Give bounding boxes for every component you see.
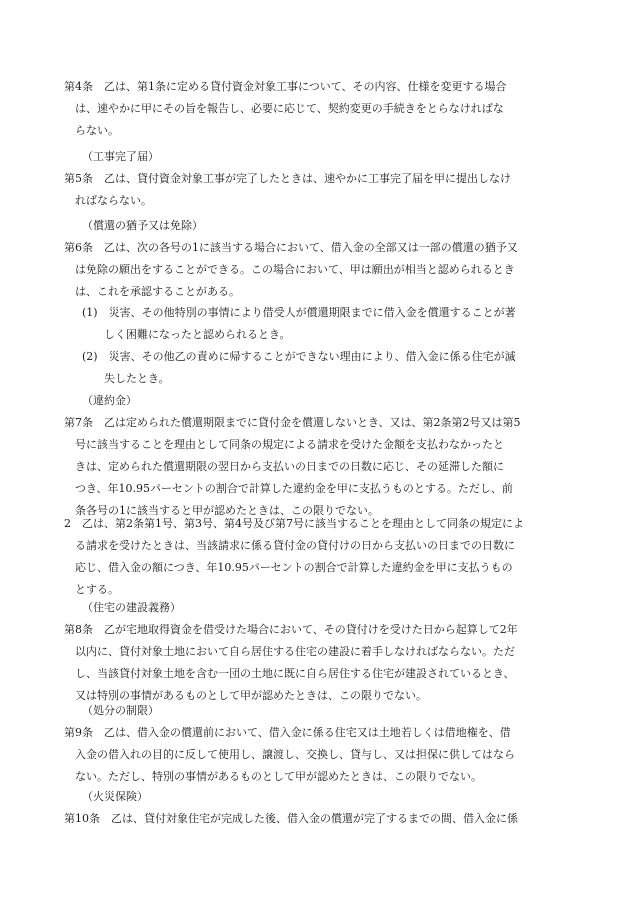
- article-heading: [82, 146, 582, 168]
- text-line: 又は特別の事情があるものとして甲が認めたときは、この限りでない。: [64, 689, 427, 702]
- text-line: し、当該貸付対象土地を含む一団の土地に既に自ら居住する住宅が建設されているとき、: [64, 667, 515, 680]
- article-paragraph: [64, 513, 564, 601]
- text-line: る請求を受けたときは、当該請求に係る貸付金の貸付けの日から支払いの日までの日数に: [64, 539, 515, 552]
- article-heading: [82, 390, 582, 412]
- article-heading: [82, 597, 582, 619]
- text-line: 失したとき。: [82, 372, 170, 385]
- text-line: とする。: [64, 583, 119, 596]
- text-line: 第9条 乙は、借入金の償還前において、借入金に係る住宅又は土地若しくは借地権を、借: [64, 726, 511, 739]
- text-line: 第6条 乙は、次の各号の1に該当する場合において、借入金の全部又は一部の償還の猶予又: [64, 241, 518, 254]
- text-line: 第10条 乙は、貸付対象住宅が完成した後、借入金の償還が完了するまでの間、借入金に係: [64, 812, 518, 825]
- text-line: （償還の猶予又は免除）: [82, 219, 203, 232]
- text-line: （住宅の建設義務）: [82, 601, 181, 614]
- text-line: しく困難になったと認められるとき。: [82, 328, 291, 341]
- text-line: （火災保険）: [82, 790, 148, 803]
- article-paragraph: [64, 722, 564, 788]
- text-line: ない。ただし、特別の事情があるものとして甲が認めたときは、この限りでない。: [64, 770, 482, 783]
- article-paragraph: [64, 808, 564, 830]
- text-line: 第5条 乙は、貸付資金対象工事が完了したときは、速やかに工事完了届を甲に提出しなけ: [64, 172, 511, 185]
- article-heading: [82, 215, 582, 237]
- text-line: ればならない。: [64, 194, 152, 207]
- text-line: （違約金）: [82, 394, 137, 407]
- list-item: [82, 346, 564, 390]
- text-line: 第8条 乙が宅地取得資金を借受けた場合において、その貸付けを受けた日から起算して2年: [64, 623, 518, 636]
- article-paragraph: [64, 168, 564, 212]
- article-paragraph: [64, 412, 564, 522]
- list-item: [82, 302, 564, 346]
- text-line: 号に該当することを理由として同条の規定による請求を受けた金額を支払わなかったと: [64, 438, 504, 451]
- text-line: 入金の借入れの目的に反して使用し、譲渡し、交換し、貸与し、又は担保に供してはなら: [64, 748, 515, 761]
- text-line: 応じ、借入金の額につき、年10.95パーセントの割合で計算した違約金を甲に支払うもの: [64, 561, 513, 574]
- article-paragraph: [64, 76, 564, 142]
- article-paragraph: [64, 237, 564, 303]
- text-line: （工事完了届）: [82, 150, 159, 163]
- article-paragraph: [64, 619, 564, 707]
- text-line: つき、年10.95パーセントの割合で計算した違約金を甲に支払うものとする。ただし、前: [64, 482, 513, 495]
- text-line: は、これを承認することがある。: [64, 285, 240, 298]
- text-line: 2 乙は、第2条第1号、第3号、第4号及び第7号に該当することを理由として同条の規定によ: [64, 517, 524, 530]
- text-line: 第4条 乙は、第1条に定める貸付資金対象工事について、その内容、仕様を変更する場合: [64, 80, 507, 93]
- text-line: 条各号の1に該当すると甲が認めたときは、この限りでない。: [64, 504, 379, 517]
- text-line: 以内に、貸付対象土地において自ら居住する住宅の建設に着手しなければならない。ただ: [64, 645, 515, 658]
- text-line: (1) 災害、その他特別の事情により借受人が償還期限までに借入金を償還することが著: [82, 306, 516, 319]
- article-heading: [82, 786, 582, 808]
- text-line: は、速やかに甲にその旨を報告し、必要に応じて、契約変更の手続きをとらなければな: [64, 102, 504, 115]
- text-line: （処分の制限）: [82, 704, 159, 717]
- text-line: は免除の願出をすることができる。この場合において、甲は願出が相当と認められるとき: [64, 263, 515, 276]
- text-line: (2) 災害、その他乙の責めに帰することができない理由により、借入金に係る住宅が滅: [82, 350, 516, 363]
- text-line: 第7条 乙は定められた償還期限までに貸付金を償還しないとき、又は、第2条第2号又は第5: [64, 416, 521, 429]
- text-line: きは、定められた償還期限の翌日から支払いの日までの日数に応じ、その延滞した額に: [64, 460, 504, 473]
- article-heading: [82, 700, 582, 722]
- text-line: らない。: [64, 124, 119, 137]
